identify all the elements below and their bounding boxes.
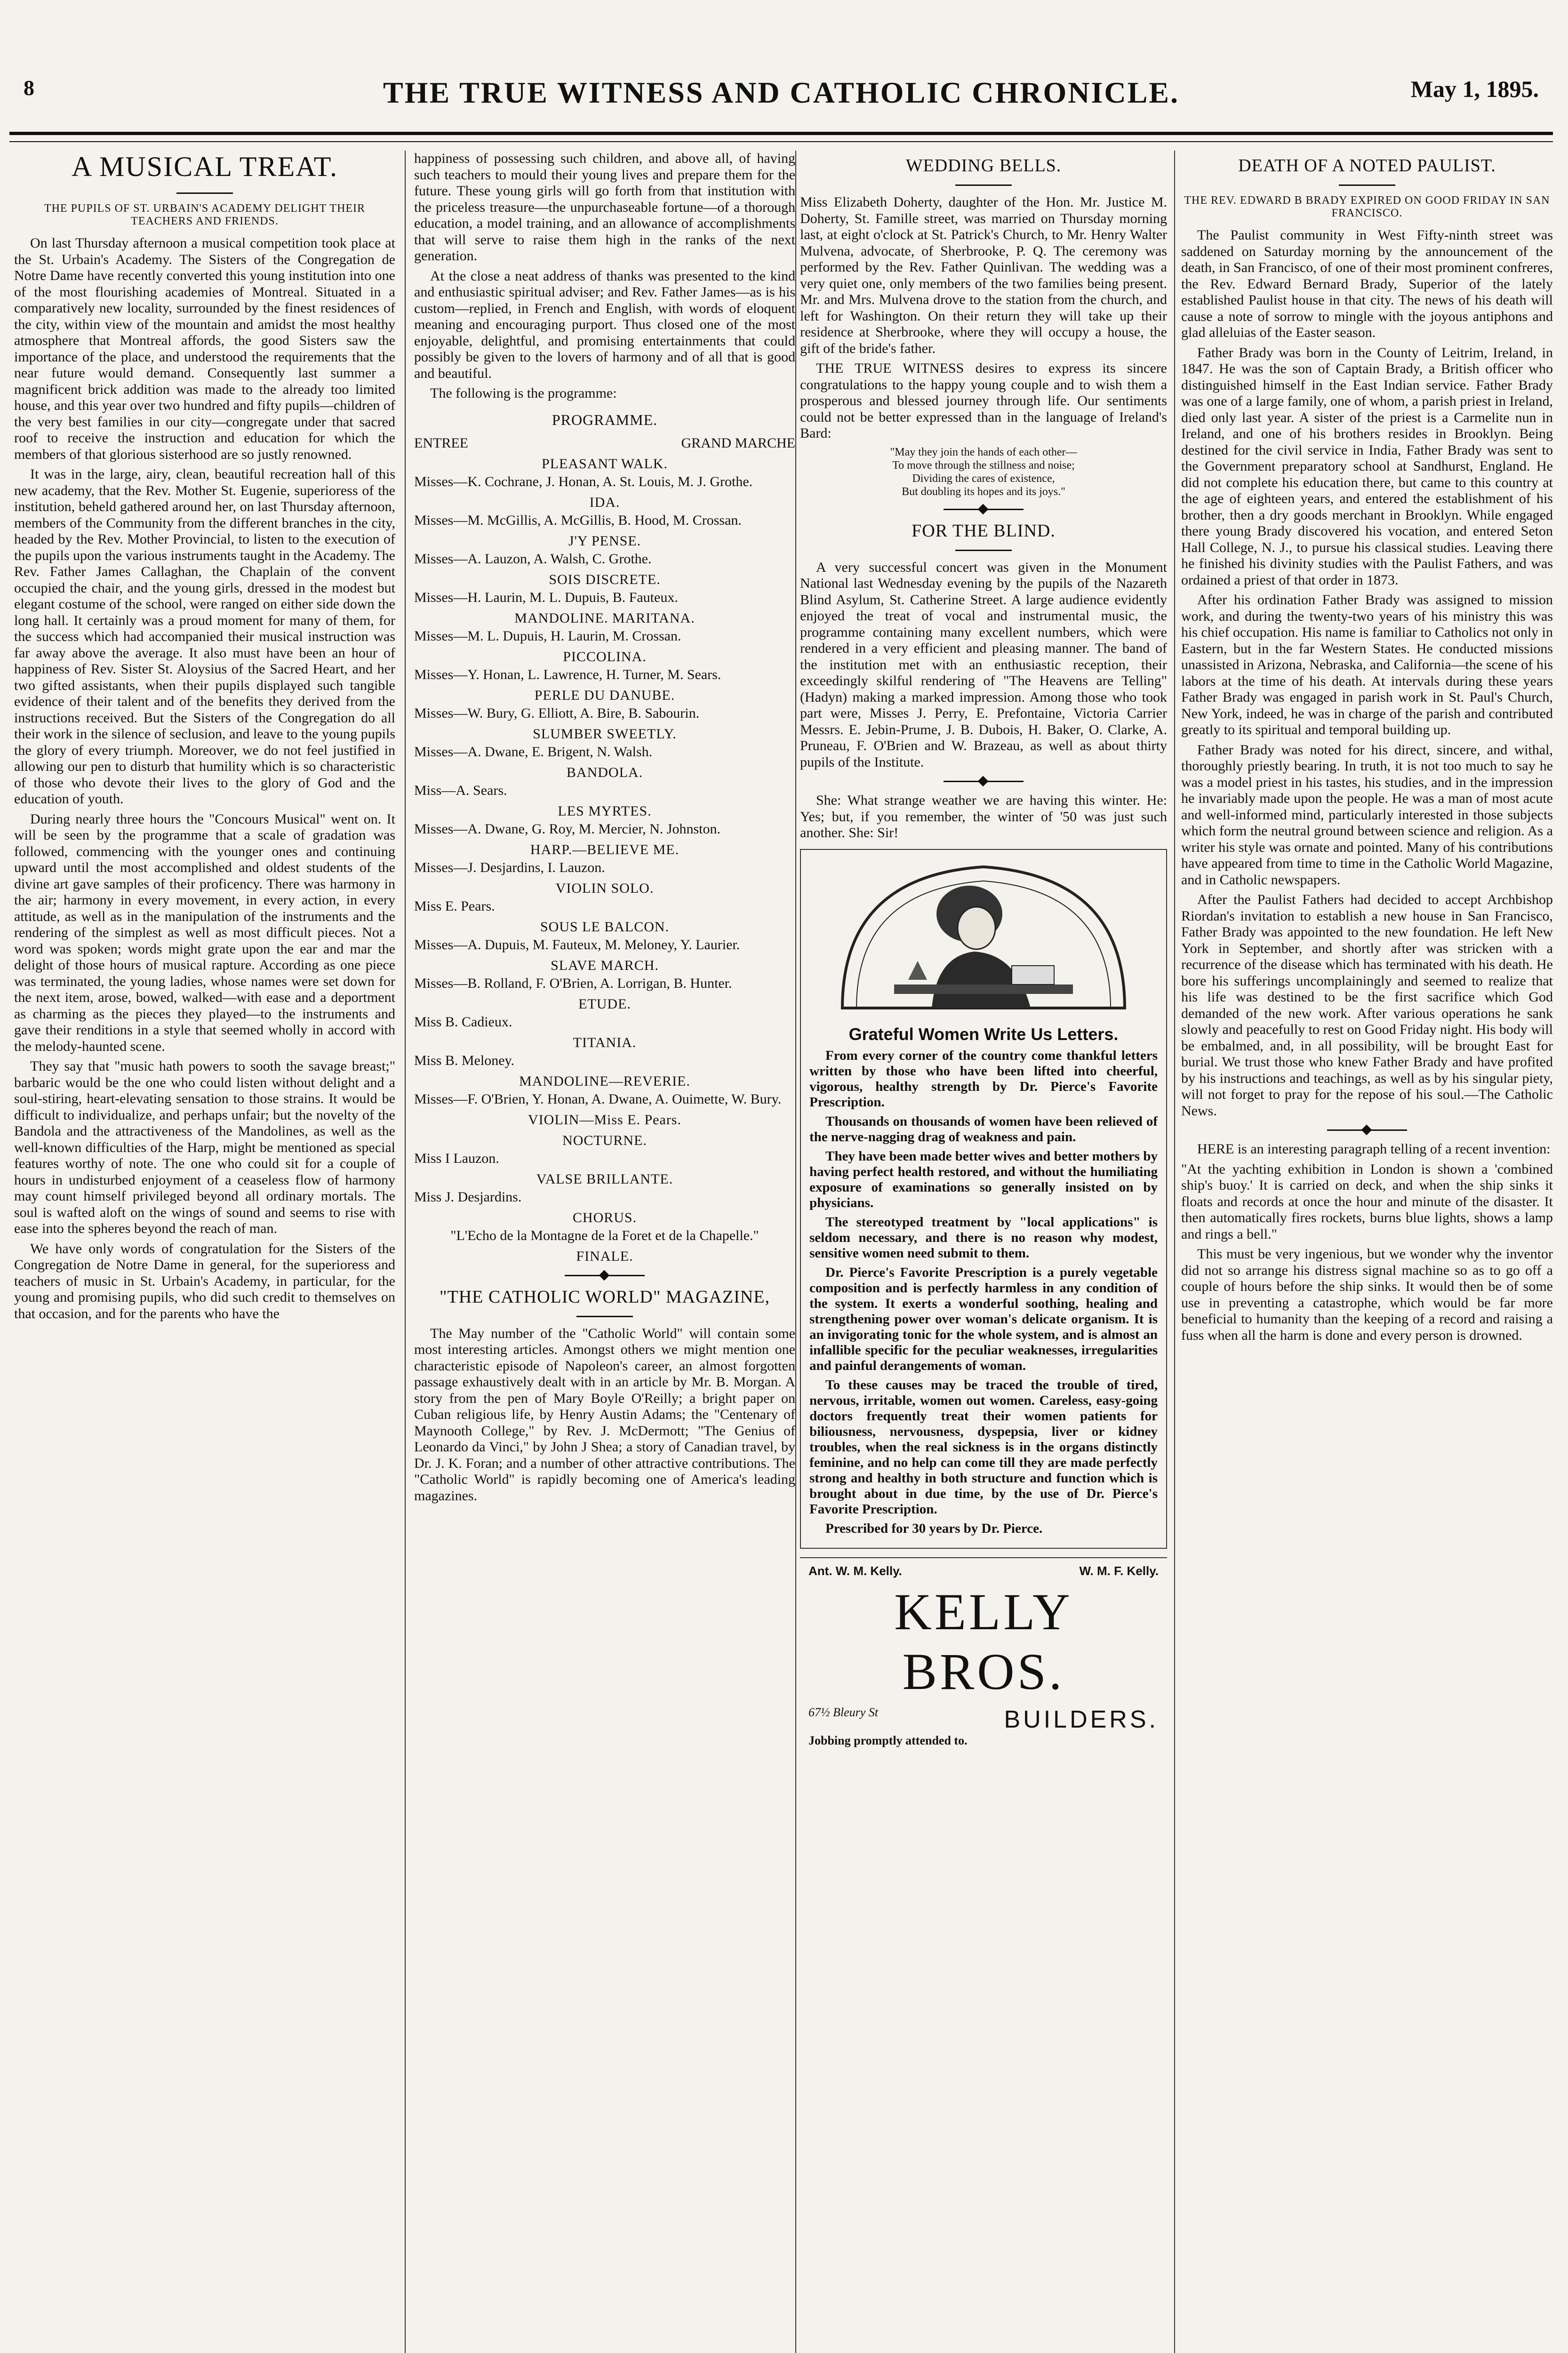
programme-item-title: VIOLIN—Miss E. Pears. <box>528 1112 681 1128</box>
kelly-address-line <box>808 1705 1159 1734</box>
verse-line: Dividing the cares of existence, <box>912 472 1055 485</box>
programme-item-performers: Misses—B. Rolland, F. O'Brien, A. Lorrigan, B. Hunter. <box>414 975 732 991</box>
paragraph: On last Thursday afternoon a musical competition took place at the St. Urbain's Academy. The Sisters of the Congregation de Notre Dame have recently converted this young institution into one of the most flourishing academies of Montreal. Situated in a comparatively new locality, surrounded by the finest residences of the city, within view of the mountain and amidst the most healthy atmosphere that Montreal affords, the good Sisters saw the importance of the place, and understood the requirements that the near future would demand. Consequently last summer a magnificent brick addition was made to the already too limited house, and this year over two hundred and fifty pupils—children of the very best families in our city—congregate under that sacred roof to receive the instruction and education for which the members of that glorious sisterhood are so justly renowned. <box>14 235 395 462</box>
headline-rule <box>955 550 1012 551</box>
ad-paragraph: They have been made better wives and better mothers by having perfect health restored, and without the humiliating exposure of examinations so generally insisted on by physicians. <box>809 1148 1158 1210</box>
programme-item-title: PERLE DU DANUBE. <box>534 687 675 703</box>
paragraph: They say that "music hath powers to sooth the savage breast;" barbaric would be the one who could listen without delight and a soul-stiring, heart-elevating sensation to those strains. It would be difficult to individualize, and perhaps unfair; but the novelty of the Bandola and the attractiveness of the Mandolines, as well as the well-known difficulties of the Harp, might be mentioned as special features worthy of note. The one who could sit for a couple of hours in undisturbed enjoyment of a ceaseless flow of harmony may count himself privileged beyond all ordinary mortals. The soul is wafted aloft on the wings of sound and seems to rise with ease into the spheres beyond the reach of man. <box>14 1058 395 1236</box>
paragraph: THE TRUE WITNESS desires to express its sincere congratulations to the happy young couple and to wish them a prosperous and blessed journey through life. Our sentiments could not be better expressed than in the language of Ireland's Bard: <box>800 360 1167 441</box>
paragraph: This must be very ingenious, but we wonder why the inventor did not so arrange his distress signal machine so as to go off a couple of hours before the ship sinks. It would then be of some use in preventing a catastrophe, which would be far more beneficial to humanity than the keeping of a record and raising a fuss when all the harm is done and every person is drowned. <box>1181 1246 1553 1343</box>
column-2 <box>414 151 795 2353</box>
column-divider <box>795 151 796 2353</box>
section-ornament <box>1327 1129 1407 1131</box>
programme-item-title: J'Y PENSE. <box>568 533 641 549</box>
advertisement-pierce <box>800 849 1167 1549</box>
programme-item-title: VALSE BRILLANTE. <box>536 1171 673 1187</box>
programme-item-title: LES MYRTES. <box>558 803 652 819</box>
programme-item-performers: Misses—A. Dwane, E. Brigent, N. Walsh. <box>414 744 653 760</box>
programme-item-performers: Miss J. Desjardins. <box>414 1189 522 1205</box>
programme-item-performers: Misses—A. Lauzon, A. Walsh, C. Grothe. <box>414 551 652 567</box>
programme-item-performers: Miss—A. Sears. <box>414 782 507 798</box>
article-headline-musical-treat: A MUSICAL TREAT. <box>72 151 338 182</box>
programme-item-title: NOCTURNE. <box>562 1132 647 1148</box>
programme-item-title: PLEASANT WALK. <box>542 456 668 472</box>
programme-item-title: PICCOLINA. <box>563 648 647 664</box>
ad-headline: Grateful Women Write Us Letters. <box>848 1024 1119 1044</box>
masthead <box>9 9 1553 151</box>
kelly-trade: BUILDERS. <box>1004 1705 1159 1733</box>
article-subhead: THE REV. EDWARD B BRADY EXPIRED ON GOOD FRIDAY IN SAN FRANCISCO. <box>1184 194 1550 219</box>
programme-item-title: SLUMBER SWEETLY. <box>533 726 677 742</box>
headline-rule <box>576 1316 633 1317</box>
column-divider <box>405 151 406 2353</box>
paragraph: The May number of the "Catholic World" will contain some most interesting articles. Amongst others we might mention one characteristic episode of Napoleon's career, an almost forgotten passage exhaustively dealt with in an article by Mr. B. Morgan. A story from the pen of Mary Boyle O'Reilly; a bright paper on Cuban religious life, by Henry Austin Adams; the "Centenary of Maynooth College," by Rev. J. McDermott; "The Genius of Leonardo da Vinci," by John J Shea; a story of Canadian travel, by Dr. J. K. Foran; and a number of other attractive contributions. The "Catholic World" is rapidly becoming one of America's leading magazines. <box>414 1325 795 1504</box>
ad-paragraph: The stereotyped treatment by "local applications" is seldom necessary, and there is no reason why modest, sensitive women need submit to them. <box>809 1214 1158 1261</box>
kelly-brand: KELLY BROS. <box>894 1583 1073 1700</box>
paragraph: We have only words of congratulation for the Sisters of the Congregation de Notre Dame in general, for the superioress and teachers of music in St. Urbain's Academy, in particular, for the young and promising pupils, who did such credit to themselves on that occasion, and for the parents who have the <box>14 1241 395 1321</box>
page-number: 8 <box>24 76 34 100</box>
paragraph: The Paulist community in West Fifty-ninth street was saddened on Saturday morning by the announcement of the death, in San Francisco, of one of their most prominent confreres, the Rev. Edward Bernard Brady, Superior of the lately established Paulist house in that city. The news of his death will cause a note of sorrow to mingle with the joyous antiphons and glad alleluias of the Easter season. <box>1181 227 1553 340</box>
column-1 <box>14 151 395 2353</box>
programme-item-performers: Miss E. Pears. <box>414 898 495 914</box>
programme-item-title: TITANIA. <box>573 1034 637 1050</box>
newspaper-title: THE TRUE WITNESS AND CATHOLIC CHRONICLE. <box>383 76 1179 109</box>
paragraph: She: What strange weather we are having this winter. He: Yes; but, if you remember, the winter of '50 was just such another. She: Sir! <box>800 792 1167 840</box>
programme-finale: FINALE. <box>576 1248 633 1264</box>
verse-line: "May they join the hands of each other— <box>890 446 1077 458</box>
headline-rule <box>1339 184 1395 186</box>
programme-item-performers: Miss B. Cadieux. <box>414 1014 512 1030</box>
entree-label: ENTREE <box>414 435 468 451</box>
paragraph: A very successful concert was given in the Monument National last Wednesday evening by the pupils of the Nazareth Blind Asylum, St. Catherine Street. A large audience evidently enjoyed the treat of vocal and instrumental music, the programme containing many excellent numbers, which were rendered in a very efficient and pleasing manner. The band of the institution met with an enthusiastic reception, their exceedingly skilful rendering of "The Heavens are Telling" (Hadyn) making a marked impression. Among those who took part were, Misses J. Perry, E. Prefontaine, Victoria Carrier Messrs. E. Jebin-Prume, J. B. Dubois, H. Baker, O. Clarke, A. Pruneau, F. O'Brien and W. Brazeau, as well as about thirty pupils of the Institute. <box>800 559 1167 770</box>
programme-item-performers: Misses—K. Cochrane, J. Honan, A. St. Louis, M. J. Grothe. <box>414 473 753 489</box>
kelly-partners <box>808 1564 1159 1578</box>
programme-item-title: HARP.—BELIEVE ME. <box>530 841 680 857</box>
masthead-rule-thick <box>9 132 1553 135</box>
ad-paragraph: From every corner of the country come thankful letters written by those who have been lifted into cheerful, vigorous, healthy strength by Dr. Pierce's Favorite Prescription. <box>809 1048 1158 1110</box>
woman-writing-illustration <box>809 857 1158 1013</box>
programme-item-performers: Miss B. Meloney. <box>414 1052 515 1068</box>
paragraph: At the close a neat address of thanks was presented to the kind and enthusiastic spiritual adviser; and Rev. Father James—as is his custom—replied, in French and English, with words of eloquent meaning and encouraging purport. Thus closed one of the most enjoyable, delightful, and promising entertainments that could possibly be given to the lovers of harmony and of all that is good and beautiful. <box>414 268 795 381</box>
programme-item-performers: "L'Echo de la Montagne de la Foret et de la Chapelle." <box>450 1227 759 1243</box>
kelly-tagline: Jobbing promptly attended to. <box>808 1733 968 1747</box>
programme-item-performers: Misses—H. Laurin, M. L. Dupuis, B. Fauteux. <box>414 589 678 605</box>
paragraph: happiness of possessing such children, and above all, of having such teachers to mould their young lives and prepare them for the future. These young girls will go forth from that institution with the priceless treasure—the unpurchaseable fortune—of a thorough education, a model training, and an allowance of accomplishments that will serve to raise them high in the ranks of the next generation. <box>414 151 795 264</box>
paragraph: Father Brady was born in the County of Leitrim, Ireland, in 1847. He was the son of Captain Brady, a British officer who distinguished himself in the East Indian service. Father Brady was one of a large family, one of whom, a parish priest in Ireland, died only last year. A sister of the priest is a Carmelite nun in Ireland, and one of his brothers resides in Brooklyn. Being destined for the civil service in India, Father Brady was sent to the Government preparatory school at Sandhurst, England. He did not complete his education there, but came to this country at the age of eighteen years, and entered the establishment of his brother, then a dry goods merchant in Brooklyn. While engaged there young Brady discovered his vocation, and entered Seton Hall College, N. J., to pursue his classical studies. Leaving there he finished his divinity studies with the Paulist Fathers, and was ordained a priest of that order in 1873. <box>1181 344 1553 588</box>
masthead-rule-thin <box>9 141 1553 142</box>
programme-item-title: SLAVE MARCH. <box>551 957 659 973</box>
quoted-paragraph: "At the yachting exhibition in London is shown a 'combined ship's buoy.' It is carried on deck, and when the ship sinks it floats and records at once the hour and minute of the disaster. It then automatically fires rockets, burns blue lights, shows a lamp and rings a bell." <box>1181 1161 1553 1242</box>
programme-item-title: IDA. <box>589 494 620 510</box>
programme-item-title: ETUDE. <box>578 996 631 1012</box>
programme-item-title: CHORUS. <box>572 1209 637 1225</box>
programme-item-title: VIOLIN SOLO. <box>555 880 654 896</box>
programme-item-performers: Misses—A. Dwane, G. Roy, M. Mercier, N. Johnston. <box>414 821 720 837</box>
article-subhead: THE PUPILS OF ST. URBAIN'S ACADEMY DELIGHT THEIR TEACHERS AND FRIENDS. <box>44 202 366 227</box>
partner-name: Ant. W. M. Kelly. <box>808 1563 902 1578</box>
programme-item-title: SOUS LE BALCON. <box>540 919 670 935</box>
article-headline-blind: FOR THE BLIND. <box>912 520 1056 541</box>
paragraph: After his ordination Father Brady was assigned to mission work, and during the twenty-two years of his ministry this was his chief occupation. His name is familiar to Catholics not only in Eastern, but in the far Western States. He conducted missions unassisted in Arizona, Nebraska, and California—the scene of his labors at the time of his death. At intervals during these years Father Brady was engaged in parish work in St. Paul's Church, New York, indeed, he was in charge of the parish and contributed greatly to its spiritual and temporal building up. <box>1181 592 1553 737</box>
issue-date: May 1, 1895. <box>1410 76 1539 102</box>
programme-item-performers: Misses—M. McGillis, A. McGillis, B. Hood, M. Crossan. <box>414 512 742 528</box>
paragraph: Miss Elizabeth Doherty, daughter of the Hon. Mr. Justice M. Doherty, St. Famille street, was married on Thursday morning last, at eight o'clock at St. Patrick's Church, to Mr. Henry Walter Mulvena, advocate, of Sherbrooke, P. Q. The ceremony was performed by the Rev. Father Quinlivan. The wedding was a very quiet one, only members of the two families being present. Mr. and Mrs. Mulvena drove to the station from the church, and left for Washington. On their return they will take up their residence at Sherbrooke, where they will occupy a house, the gift of the bride's father. <box>800 194 1167 356</box>
ad-paragraph: Dr. Pierce's Favorite Prescription is a purely vegetable composition and is perfectly harmless in any condition of the system. It exerts a wonderful soothing, healing and strengthening power over woman's delicate organism. It is an invigorating tonic for the whole system, and is almost an infallible specific for the peculiar weaknesses, irregularities and painful derangements of woman. <box>809 1265 1158 1373</box>
programme-entree <box>414 435 795 451</box>
programme-item-performers: Miss I Lauzon. <box>414 1150 499 1166</box>
article-headline-catholic-world: "THE CATHOLIC WORLD" MAGAZINE, <box>439 1287 770 1307</box>
programme-item-performers: Misses—F. O'Brien, Y. Honan, A. Dwane, A. Ouimette, W. Bury. <box>414 1091 782 1107</box>
partner-name: W. M. F. Kelly. <box>1079 1563 1159 1578</box>
paragraph: During nearly three hours the "Concours Musical" went on. It will be seen by the programme that a scale of gradation was followed, commencing with the younger ones and continuing upward until the most accomplished and oldest students of the divine art gave samples of their proficency. There was harmony in the air; harmony in every movement, in every action, in every attitude, as well as in the manipulation of the instruments and the rendering of the simplest as well as most difficult pieces. Not a word was spoken; words might grate upon the ear and mar the delight of those hours of musical rapture. According as one piece was terminated, the young ladies, whose names were set down for the next item, arose, bowed, walked—with ease and a deportment as charming as the pieces they played—to the instruments and gave their renditions in a style that seemed wholly in accord with the melody-haunted scene. <box>14 811 395 1054</box>
programme-item-title: MANDOLINE. MARITANA. <box>514 610 695 626</box>
paragraph: The following is the programme: <box>430 385 617 401</box>
section-ornament <box>944 781 1024 782</box>
article-headline-wedding: WEDDING BELLS. <box>905 156 1062 176</box>
paragraph: It was in the large, airy, clean, beautiful recreation hall of this new academy, that the Rev. Mother St. Eugenie, superioress of the institution, beheld gathered around her, on last Thursday afternoon, members of the Community from the different branches in the city, headed by the Rev. Mother Provincial, to listen to the execution of the pupils upon the various instruments taught in the Academy. The Rev. Father James Callaghan, the Chaplain of the convent occupied the chair, and the young girls, dressed in the modest but elegant costume of the school, were ranged on either side down the long hall. It certainly was a proud moment for many of them, for the success which had accompanied their musical instruction was far away above the average. It also must have been an hour of happiness of Rev. Sister St. Aloysius of the Sacred Heart, and her two gifted assistants, when their pupils displayed such tangible evidence of their talent and of the benefits they derived from the instructions received. But the Sisters of the Congregation do all their work in the silence of seclusion, and leave to the young pupils the glory of every triumph. Moreover, we do not feel justified in allowing our pen to disturb that humility which is so characteristic of those who devote their lives to the glory of God and the education of youth. <box>14 466 395 807</box>
programme-item-performers: Misses—J. Desjardins, I. Lauzon. <box>414 859 605 875</box>
section-ornament <box>565 1275 645 1276</box>
programme-item-performers: Misses—W. Bury, G. Elliott, A. Bire, B. Sabourin. <box>414 705 700 721</box>
paragraph: After the Paulist Fathers had decided to accept Archbishop Riordan's invitation to establish a new house in San Francisco, Father Brady was appointed to the new foundation. He left New York in September, and shortly after was stricken with a recurrence of the disease which has terminated with his death. He bore his sufferings uncomplainingly and seemed to realize that his life was destined to be the first sacrifice which God demanded of the new work. After various operations he sank slowly and peacefully to rest on Good Friday night. His body will be embalmed, and, in all possibility, will be brought East for burial. We trust those who knew Father Brady and have profited by his instructions and teachings, as well as by his singular piety, will not forget to pray for the repose of his soul.—The Catholic News. <box>1181 892 1553 1119</box>
advertisement-kelly-bros <box>800 1557 1167 1753</box>
verse-line: To move through the stillness and noise; <box>892 459 1075 472</box>
programme-item-performers: Misses—M. L. Dupuis, H. Laurin, M. Crossan. <box>414 628 681 644</box>
headline-rule <box>955 184 1012 186</box>
paragraph: HERE is an interesting paragraph telling of a recent invention: <box>1197 1141 1551 1157</box>
programme-item-title: SOIS DISCRETE. <box>549 571 661 587</box>
verse <box>800 446 1167 498</box>
programme-item-performers: Misses—Y. Honan, L. Lawrence, H. Turner, M. Sears. <box>414 666 721 682</box>
kelly-address: 67½ Bleury St <box>808 1705 879 1719</box>
section-ornament <box>944 509 1024 510</box>
programme-item-performers: Misses—A. Dupuis, M. Fauteux, M. Meloney, Y. Laurier. <box>414 936 740 952</box>
programme-item-title: BANDOLA. <box>566 764 643 780</box>
verse-line: But doubling its hopes and its joys." <box>902 485 1065 498</box>
article-headline-paulist: DEATH OF A NOTED PAULIST. <box>1238 156 1496 176</box>
ad-paragraph: Thousands on thousands of women have been relieved of the nerve-nagging drag of weakness and pain. <box>809 1113 1158 1144</box>
ad-paragraph: Prescribed for 30 years by Dr. Pierce. <box>825 1521 1043 1536</box>
programme-item-title: MANDOLINE—REVERIE. <box>519 1073 690 1089</box>
column-divider <box>1174 151 1175 2353</box>
ad-paragraph: To these causes may be traced the trouble of tired, nervous, irritable, women out women. Careless, easy-going doctors frequently treat their women patients for biliousness, nervousness, dyspepsia, liver or kidney troubles, when the real sickness is in the organs distinctly feminine, and no help can come till they are made perfectly strong and healthy in both structure and function which is brought about in due time, by the use of Dr. Pierce's Favorite Prescription. <box>809 1377 1158 1517</box>
paragraph: Father Brady was noted for his direct, sincere, and withal, thoroughly priestly bearing. In truth, it is not too much to say he was a model priest in his tastes, his studies, and in the impression he invariably made upon the people. He was a man of most acute and well-informed mind, particularly interested in those subjects which form the neutral ground between science and religion. As a writer his style was ornate and pointed. Many of his contributions have appeared from time to time in the Catholic World Magazine, and in Catholic newspapers. <box>1181 742 1553 888</box>
programme-list <box>414 456 795 1244</box>
column-4 <box>1181 151 1553 2353</box>
headline-rule <box>176 192 233 194</box>
column-3 <box>800 151 1167 2353</box>
entree-title: GRAND MARCHE <box>681 435 795 451</box>
programme-title: PROGRAMME. <box>552 411 658 428</box>
